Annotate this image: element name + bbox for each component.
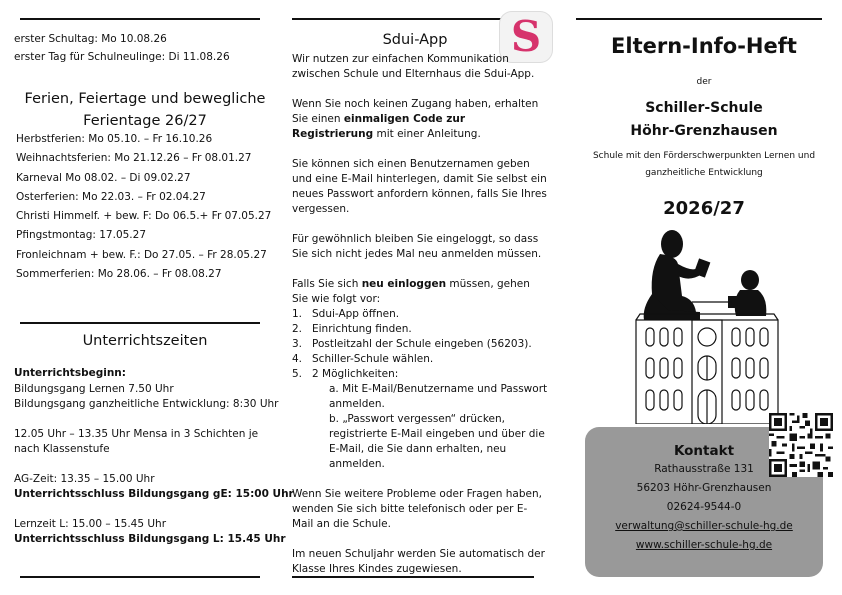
beginn-label: Unterrichtsbeginn: (14, 367, 126, 379)
divider (292, 18, 534, 20)
contact-phone: 02624-9544-0 (666, 501, 742, 513)
bold-text: einmaligen Code zur Registrierung (292, 113, 466, 140)
ag-zeit: AG-Zeit: 13.35 – 15.00 Uhr (14, 472, 155, 485)
text: mit einer Anleitung. (373, 128, 481, 140)
list-item (292, 307, 548, 322)
ferien-row: Christi Himmelf. + bew. F: Do 06.5.+ Fr 07.05.27 (16, 210, 272, 223)
step-text: Einrichtung finden. (312, 323, 412, 335)
ferien-row: Herbstferien: Mo 05.10. – Fr 16.10.26 (16, 133, 213, 145)
school-building-icon (636, 302, 778, 424)
ferien-heading-line: Ferien, Feiertage und bewegliche (24, 91, 266, 107)
contact-website-link[interactable]: www.schiller-schule-hg.de (635, 539, 773, 551)
beginn-line: Bildungsgang Lernen 7.50 Uhr (14, 382, 174, 395)
step-number: 1. (292, 308, 303, 320)
step-text: 2 Möglichkeiten: (312, 368, 399, 380)
unterricht-heading: Unterrichtszeiten (82, 333, 208, 349)
first-school-day: erster Schultag: Mo 10.08.26 (14, 33, 167, 45)
reading-adult-icon (644, 230, 711, 320)
step-text: Postleitzahl der Schule eingeben (56203). (312, 338, 532, 350)
column-dates (14, 30, 276, 66)
divider (576, 18, 822, 20)
step-text: Schiller-Schule wählen. (312, 353, 434, 365)
school-name-line: Schiller-Schule (645, 100, 763, 116)
contact-email-link[interactable]: verwaltung@schiller-schule-hg.de (615, 520, 793, 532)
list-item (292, 322, 548, 337)
subtitle-line: Schule mit den Förderschwerpunkten Lernen und (592, 151, 816, 161)
list-item (292, 352, 548, 367)
contact-heading: Kontakt (673, 443, 735, 459)
school-subtitle (584, 148, 824, 182)
ferien-heading (14, 88, 276, 132)
lernzeit: Lernzeit L: 15.00 – 15.45 Uhr (14, 517, 167, 530)
subtitle-line: ganzheitliche Entwicklung (645, 168, 763, 178)
bold-text: neu einloggen (361, 278, 447, 290)
sdui-heading: Sdui-App (382, 32, 448, 48)
mensa-line: nach Klassenstufe (14, 443, 110, 455)
school-building-illustration (632, 224, 782, 424)
ferien-row: Pfingstmontag: 17.05.27 (16, 229, 147, 242)
step-number: 2. (292, 323, 303, 335)
contact-street: Rathausstraße 131 (654, 463, 754, 475)
der-label: der (696, 77, 712, 87)
text: Falls Sie sich (292, 278, 362, 290)
reading-child-icon (728, 270, 766, 316)
divider (20, 576, 260, 578)
beginn-line: Bildungsgang ganzheitliche Entwicklung: 8:30 Uhr (14, 398, 279, 410)
ferien-row: Fronleichnam + bew. F.: Do 27.05. – Fr 28.05.27 (16, 248, 267, 261)
ferien-list (16, 130, 278, 284)
step-number: 3. (292, 338, 303, 350)
eingeloggt-paragraph: Für gewöhnlich bleiben Sie eingeloggt, so dass Sie sich nicht jedes Mal neu anmelden müssen. (292, 233, 542, 260)
ferien-row: Karneval Mo 08.02. – Di 09.02.27 (16, 171, 191, 184)
intro-paragraph: Wir nutzen zur einfachen Kommunikation zwischen Schule und Elternhaus die Sdui-App. (292, 53, 535, 80)
steps-list (292, 307, 548, 382)
text: Wenn Sie noch keinen Zugang haben, erhalten Sie einen (292, 98, 539, 125)
unterricht-block (14, 366, 294, 548)
benutzer-paragraph: Sie können sich einen Benutzernamen geben und eine E-Mail hinterlegen, damit Sie selbst ein neues Passwort anfordern können, falls Sie Ihres vergessen. (292, 158, 547, 215)
probleme-paragraph: Wenn Sie weitere Probleme oder Fragen haben, wenden Sie sich bitte telefonisch oder per E-Mail an die Schule. (292, 488, 542, 530)
school-year: 2026/27 (663, 198, 745, 219)
ferien-heading-line: Ferientage 26/27 (83, 113, 207, 129)
page-title: Eltern-Info-Heft (611, 34, 797, 58)
divider (20, 322, 260, 324)
text: müssen, gehen Sie wie folgt vor: (292, 278, 530, 305)
schuljahr-paragraph: Im neuen Schuljahr werden Sie automatisch der Klasse Ihres Kindes zugewiesen. (292, 548, 545, 575)
school-name (590, 97, 818, 143)
qr-code-icon[interactable] (769, 413, 833, 477)
school-name-line: Höhr-Grenzhausen (630, 123, 778, 139)
schluss-ge: Unterrichtsschluss Bildungsgang gE: 15:00 Uhr (14, 488, 294, 500)
step-text: Sdui-App öffnen. (312, 308, 400, 320)
step-number: 5. (292, 368, 303, 380)
step-number: 4. (292, 353, 303, 365)
first-day-new-students: erster Tag für Schulneulinge: Di 11.08.26 (14, 51, 230, 63)
option-a: a. Mit E-Mail/Benutzername und Passwort anmelden. (329, 383, 548, 410)
schluss-l: Unterrichtsschluss Bildungsgang L: 15.45 Uhr (14, 533, 286, 545)
login-paragraph (292, 277, 548, 307)
divider (20, 18, 260, 20)
list-item (292, 337, 548, 352)
ferien-row: Osterferien: Mo 22.03. – Fr 02.04.27 (16, 190, 206, 203)
zugang-paragraph (292, 97, 548, 142)
sdui-text (292, 52, 548, 592)
list-item (292, 367, 548, 382)
mensa-line: 12.05 Uhr – 13.35 Uhr Mensa in 3 Schichten je (14, 427, 259, 440)
sdui-logo-icon: S (510, 12, 542, 61)
ferien-row: Sommerferien: Mo 28.06. – Fr 08.08.27 (16, 268, 222, 281)
contact-city: 56203 Höhr-Grenzhausen (636, 482, 772, 494)
option-b: b. „Passwort vergessen“ drücken, registrierte E-Mail eingeben und über die E-Mail, die Sie dann erhalten, neu anmelden. (329, 413, 545, 470)
ferien-row: Weihnachtsferien: Mo 21.12.26 – Fr 08.01.27 (16, 152, 252, 165)
